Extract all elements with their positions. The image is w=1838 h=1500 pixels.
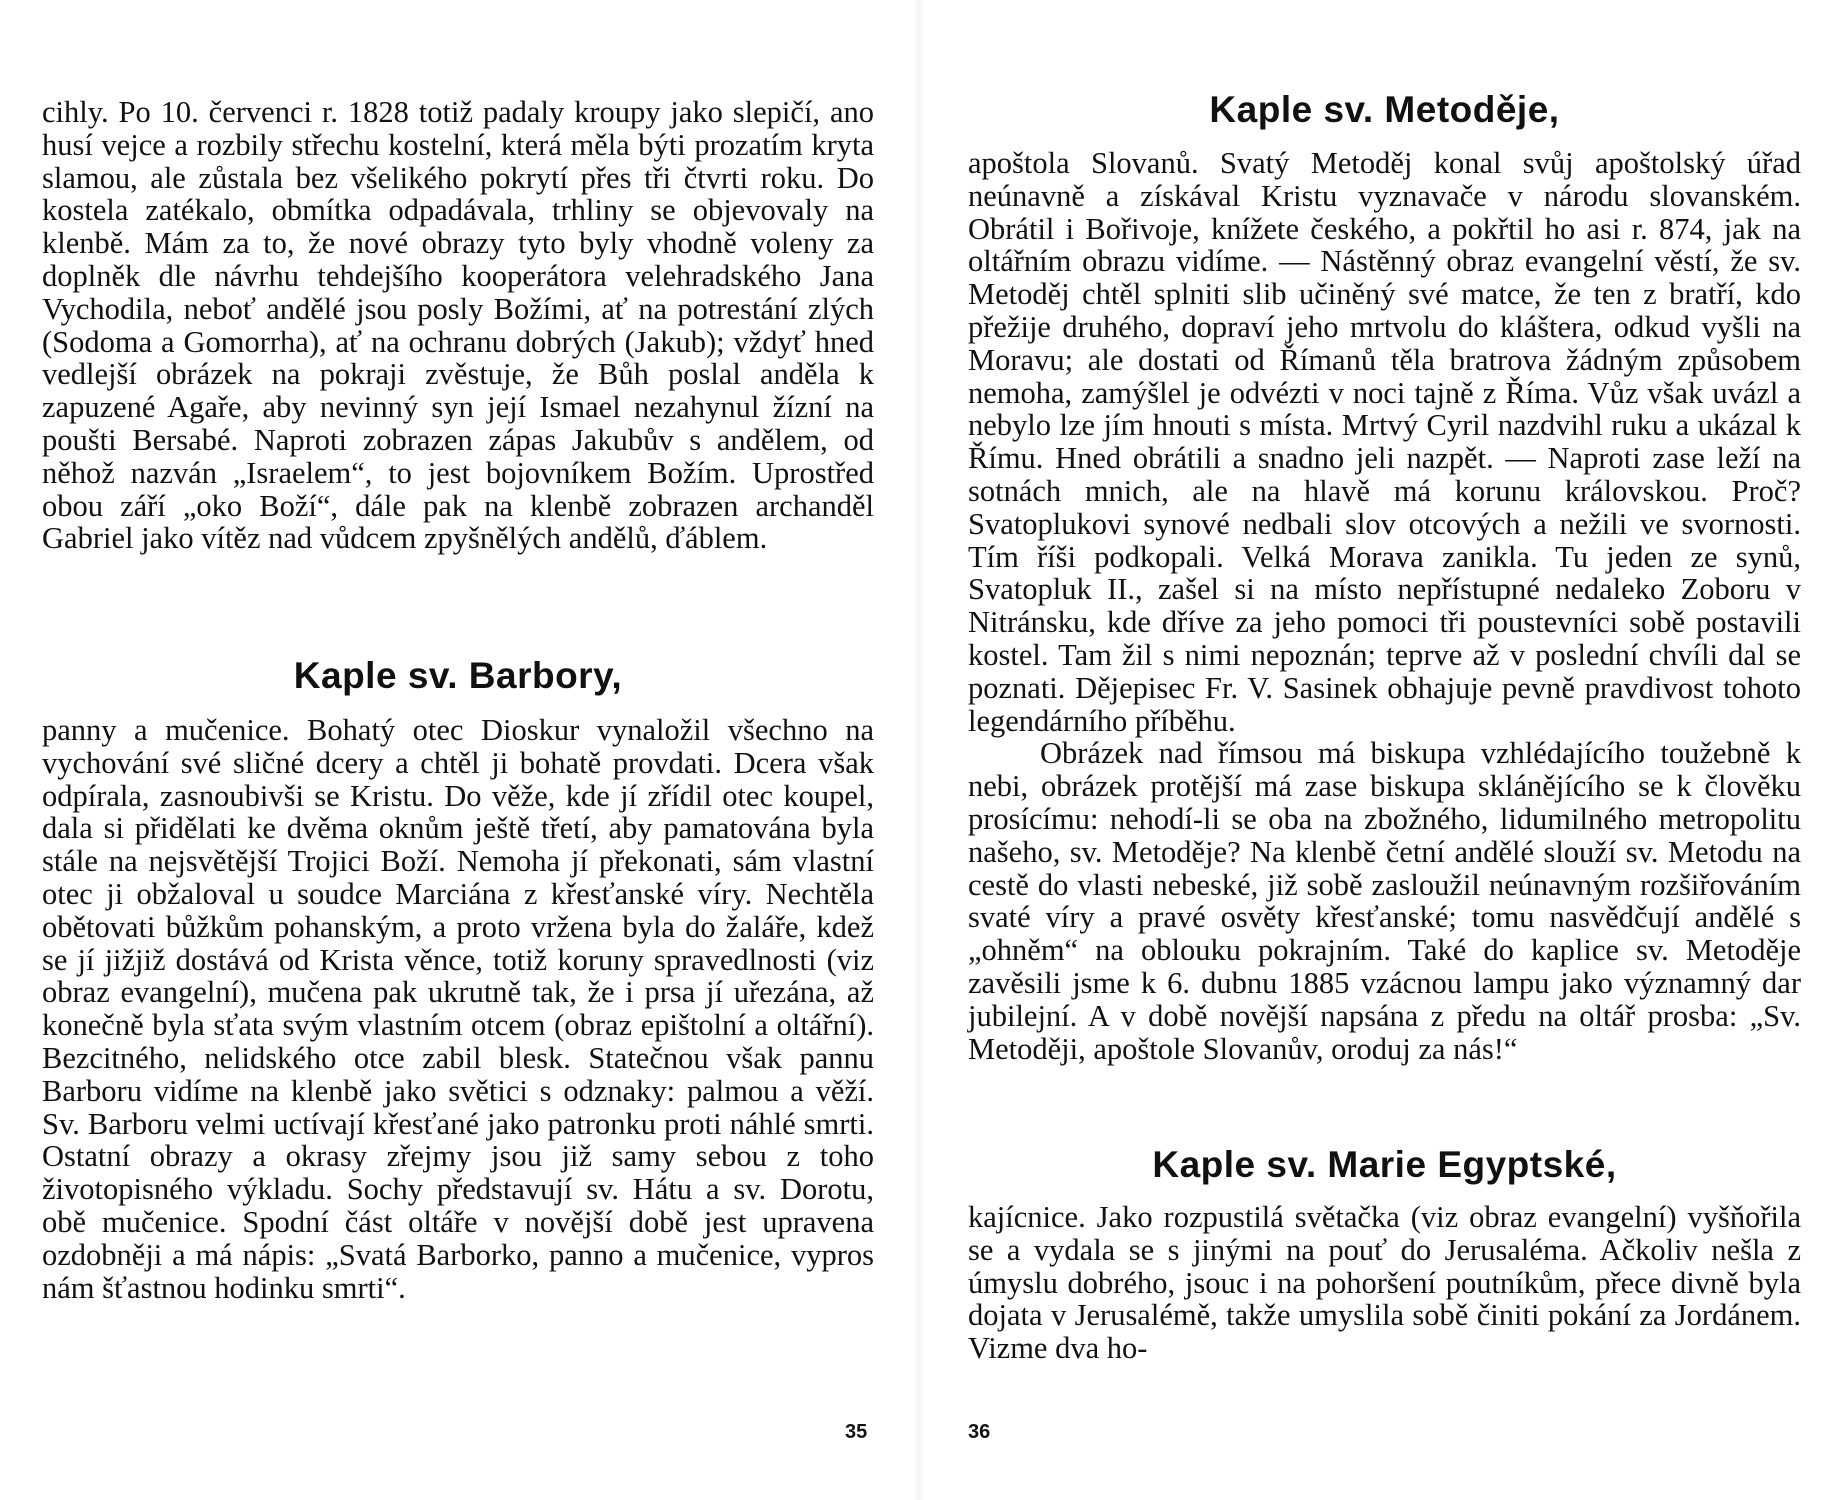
right-page-marie-text bbox=[968, 1201, 1801, 1365]
paragraph-metodej-2: Obrázek nad římsou má biskupa vzhlédajícího toužebně k nebi, obrázek protější má zase biskupa sklánějícího se k člověku prosícímu: nehodí-li se oba na zbožného, lidumilného metropolitu našeho, sv. Metoděje? Na klenbě četní andělé slouží sv. Metodu na cestě do vlasti nebeské, již sobě zasloužil neúnavným rozšiřováním svaté víry a pravé osvěty křesťanské; tomu nasvědčují andělé s „ohněm“ na oblouku pokrajním. Také do kaplice sv. Metoděje zavěsili jsme k 6. dubnu 1885 vzácnou lampu jako významný dar jubilejní. A v době novější napsána z předu na oltář prosba: „Sv. Metoději, apoštole Slovanův, oroduj za nás!“ bbox=[968, 736, 1801, 1066]
paragraph-metodej-1: apoštola Slovanů. Svatý Metoděj konal svůj apoštolský úřad neúnavně a získával Kristu vyznavače v národu slovanském. Obrátil i Bořivoje, knížete českého, a pokřtil ho asi r. 874, jak na oltářním obrazu vidíme. — Nástěnný obraz evangelní věstí, že sv. Metoděj chtěl splniti slib učiněný své matce, že ten z bratří, kdo přežije druhého, dopraví jeho mrtvolu do kláštera, odkud vyšli na Moravu; ale dostati od Římanů těla bratrova žádným způsobem nemoha, zamýšlel je odvézti v noci tajně z Říma. Vůz však uvázl a nebylo lze jím hnouti s místa. Mrtvý Cyril nazdvihl ruku a ukázal k Římu. Hned obrátili a snadno jeli nazpět. — Naproti zase leží na sotnách mnich, ale na hlavě má korunu královskou. Proč? Svatoplukovi synové nedbali slov otcových a nežili ve svornosti. Tím říši podkopali. Velká Morava zanikla. Tu jeden ze synů, Svatopluk II., zašel si na místo nepřístupné nedaleko Zoboru v Nitránsku, kde dříve za jeho pomoci tři poustevníci sobě postavili kostel. Tam žil s nimi nepoznán; teprve až v poslední chvíli dal se poznati. Dějepisec Fr. V. Sasinek obhajuje pevně pravdivost tohoto legendárního příběhu. bbox=[968, 146, 1801, 738]
heading-kaple-sv-barbory: Kaple sv. Barbory, bbox=[293, 655, 623, 696]
paragraph-barbora: panny a mučenice. Bohatý otec Dioskur vynaložil všechno na vychování své sličné dcery a chtěl ji bohatě provdati. Dcera však odpírala, zasnoubivši se Kristu. Do věže, kde jí zřídil otec koupel, dala si přidělati ke dvěma oknům ještě třetí, aby pamatována byla stále na nejsvětější Trojici Boží. Nemoha jí překonati, sám vlastní otec ji obžaloval u soudce Marciána z křesťanské víry. Nechtěla obětovati bůžkům pohanským, a proto vržena byla do žaláře, kdež se jí jižjiž dostává od Krista věnce, totiž koruny spravedlnosti (viz obraz evangelní), mučena pak ukrutně tak, že i prsa jí uřezána, až konečně byla sťata svým vlastním otcem (obraz epištolní a oltářní). Bezcitného, nelidského otce zabil blesk. Statečnou však pannu Barboru vidíme na klenbě jako světici s odznaky: palmou a věží. Sv. Barboru velmi uctívají křesťané jako patronku proti náhlé smrti. Ostatní obrazy a okrasy zřejmy jsou již samy sebou z toho životopisného výkladu. Sochy představují sv. Hátu a sv. Dorotu, obě mučenice. Spodní část oltáře v novější době jest upravena ozdobněji a má nápis: „Svatá Barborko, panno a mučenice, vypros nám šťastnou hodinku smrti“. bbox=[42, 713, 874, 1305]
heading-kaple-sv-metodeje: Kaple sv. Metoděje, bbox=[1209, 89, 1560, 130]
paragraph-marie: kajícnice. Jako rozpustilá světačka (viz obraz evangelní) vyšňořila se a vydala se s jinými na pouť do Jerusaléma. Ačkoliv nešla z úmyslu dobrého, jsouc i na pohoršení poutníkům, přece divně byla dojata v Jerusalémě, takže umyslila sobě činiti pokání za Jordánem. Vizme dva ho- bbox=[968, 1200, 1801, 1366]
page-number-right: 36 bbox=[968, 1421, 991, 1443]
right-page-metodej-text bbox=[968, 147, 1801, 1065]
left-page bbox=[42, 0, 874, 1500]
right-page bbox=[968, 0, 1801, 1500]
book-gutter bbox=[914, 0, 924, 1500]
left-page-top-text bbox=[42, 96, 874, 555]
page-number-left: 35 bbox=[845, 1421, 868, 1443]
left-page-section-text bbox=[42, 714, 874, 1304]
heading-kaple-sv-marie-egyptske: Kaple sv. Marie Egyptské, bbox=[1152, 1144, 1617, 1185]
paragraph-angels: cihly. Po 10. červenci r. 1828 totiž padaly kroupy jako slepičí, ano husí vejce a rozbily střechu kostelní, která měla býti prozatím kryta slamou, ale zůstala bez všelikého pokrytí přes tři čtvrti roku. Do kostela zatékalo, obmítka odpadávala, trhliny se objevovaly na klenbě. Mám za to, že nové obrazy tyto byly vhodně voleny za doplněk dle návrhu tehdejšího kooperátora velehradského Jana Vychodila, neboť andělé jsou posly Božími, ať na potrestání zlých (Sodoma a Gomorrha), ať na ochranu dobrých (Jakub); vždyť hned vedlejší obrázek na pokraji zvěstuje, že Bůh poslal anděla k zapuzené Agaře, aby nevinný syn její Ismael nezahynul žízní na poušti Bersabé. Naproti zobrazen zápas Jakubův s andělem, od něhož nazván „Israelem“, to jest bojovníkem Božím. Uprostřed obou září „oko Boží“, dále pak na klenbě zobrazen archanděl Gabriel jako vítěz nad vůdcem zpyšnělých andělů, ďáblem. bbox=[42, 95, 874, 556]
